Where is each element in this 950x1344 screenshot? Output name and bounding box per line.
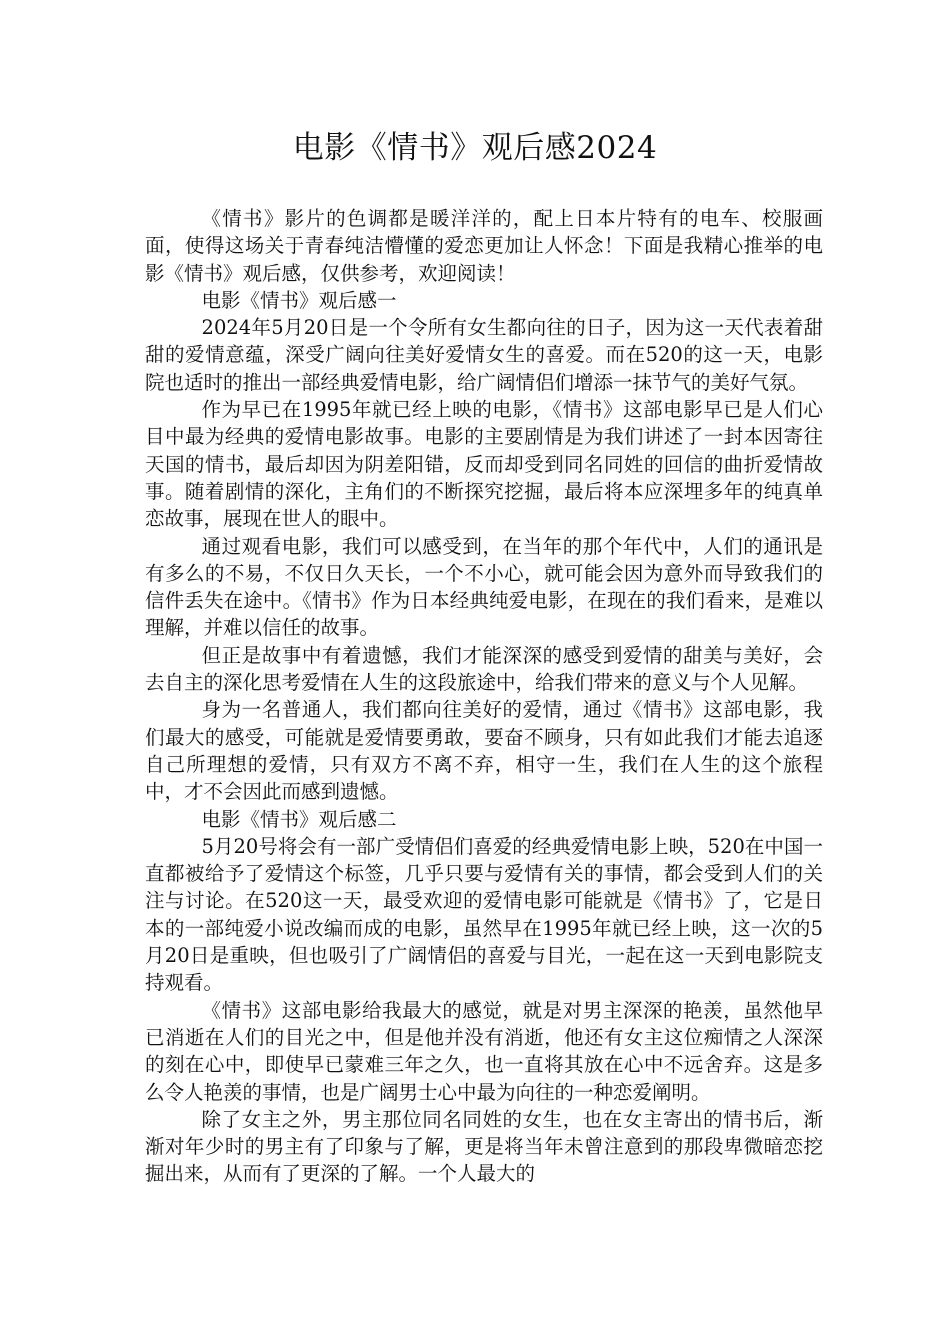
body-paragraph: 但正是故事中有着遗憾，我们才能深深的感受到爱情的甜美与美好，会去自主的深化思考爱情在人生的这段旅途中，给我们带来的意义与个人见解。 <box>145 643 823 695</box>
document-body <box>145 205 823 1188</box>
body-paragraph: 除了女主之外，男主那位同名同姓的女生，也在女主寄出的情书后，渐渐对年少时的男主有了印象与了解，更是将当年未曾注意到的那段卑微暗恋挖掘出来，从而有了更深的了解。一个人最大的 <box>145 1107 823 1186</box>
intro-paragraph: 《情书》影片的色调都是暖洋洋的，配上日本片特有的电车、校服画面，使得这场关于青春纯洁懵懂的爱恋更加让人怀念！下面是我精心推举的电影《情书》观后感，仅供参考，欢迎阅读！ <box>145 207 823 285</box>
section-heading-2: 电影《情书》观后感二 <box>201 807 397 831</box>
body-paragraph: 2024年5月20日是一个令所有女生都向往的日子，因为这一天代表着甜甜的爱情意蕴，深受广阔向往美好爱情女生的喜爱。而在520的这一天，电影院也适时的推出一部经典爱情电影，给广阔情侣们增添一抹节气的美好气氛。 <box>145 316 823 394</box>
body-paragraph: 身为一名普通人，我们都向往美好的爱情，通过《情书》这部电影，我们最大的感受，可能就是爱情要勇敢，要奋不顾身，只有如此我们才能去追逐自己所理想的爱情，只有双方不离不弃，相守一生，我们在人生的这个旅程中，才不会因此而感到遗憾。 <box>145 698 823 804</box>
document-title: 电影《情书》观后感2024 <box>292 130 658 166</box>
body-paragraph: 5月20号将会有一部广受情侣们喜爱的经典爱情电影上映，520在中国一直都被给予了爱情这个标签，几乎只要与爱情有关的事情，都会受到人们的关注与讨论。在520这一天，最受欢迎的爱情电影可能就是《情书》了，它是日本的一部纯爱小说改编而成的电影，虽然早在1995年就已经上映，这一次的5月20日是重映，但也吸引了广阔情侣的喜爱与目光，一起在这一天到电影院支持观看。 <box>145 834 823 995</box>
section-heading-1: 电影《情书》观后感一 <box>201 288 397 312</box>
body-paragraph: 《情书》这部电影给我最大的感觉，就是对男主深深的艳羡，虽然他早已消逝在人们的目光之中，但是他并没有消逝，他还有女主这位痴情之人深深的刻在心中，即使早已蒙难三年之久，也一直将其放在心中不远舍弃。这是多么令人艳羡的事情，也是广阔男士心中最为向往的一种恋爱阐明。 <box>145 998 823 1104</box>
body-paragraph: 通过观看电影，我们可以感受到，在当年的那个年代中，人们的通讯是有多么的不易，不仅日久天长，一个不小心，就可能会因为意外而导致我们的信件丢失在途中。《情书》作为日本经典纯爱电影，在现在的我们看来，是难以理解，并难以信任的故事。 <box>145 534 823 640</box>
body-paragraph: 作为早已在1995年就已经上映的电影，《情书》这部电影早已是人们心目中最为经典的爱情电影故事。电影的主要剧情是为我们讲述了一封本因寄往天国的情书，最后却因为阴差阳错，反而却受到同名同姓的回信的曲折爱情故事。随着剧情的深化，主角们的不断探究挖掘，最后将本应深埋多年的纯真单恋故事，展现在世人的眼中。 <box>145 398 823 531</box>
